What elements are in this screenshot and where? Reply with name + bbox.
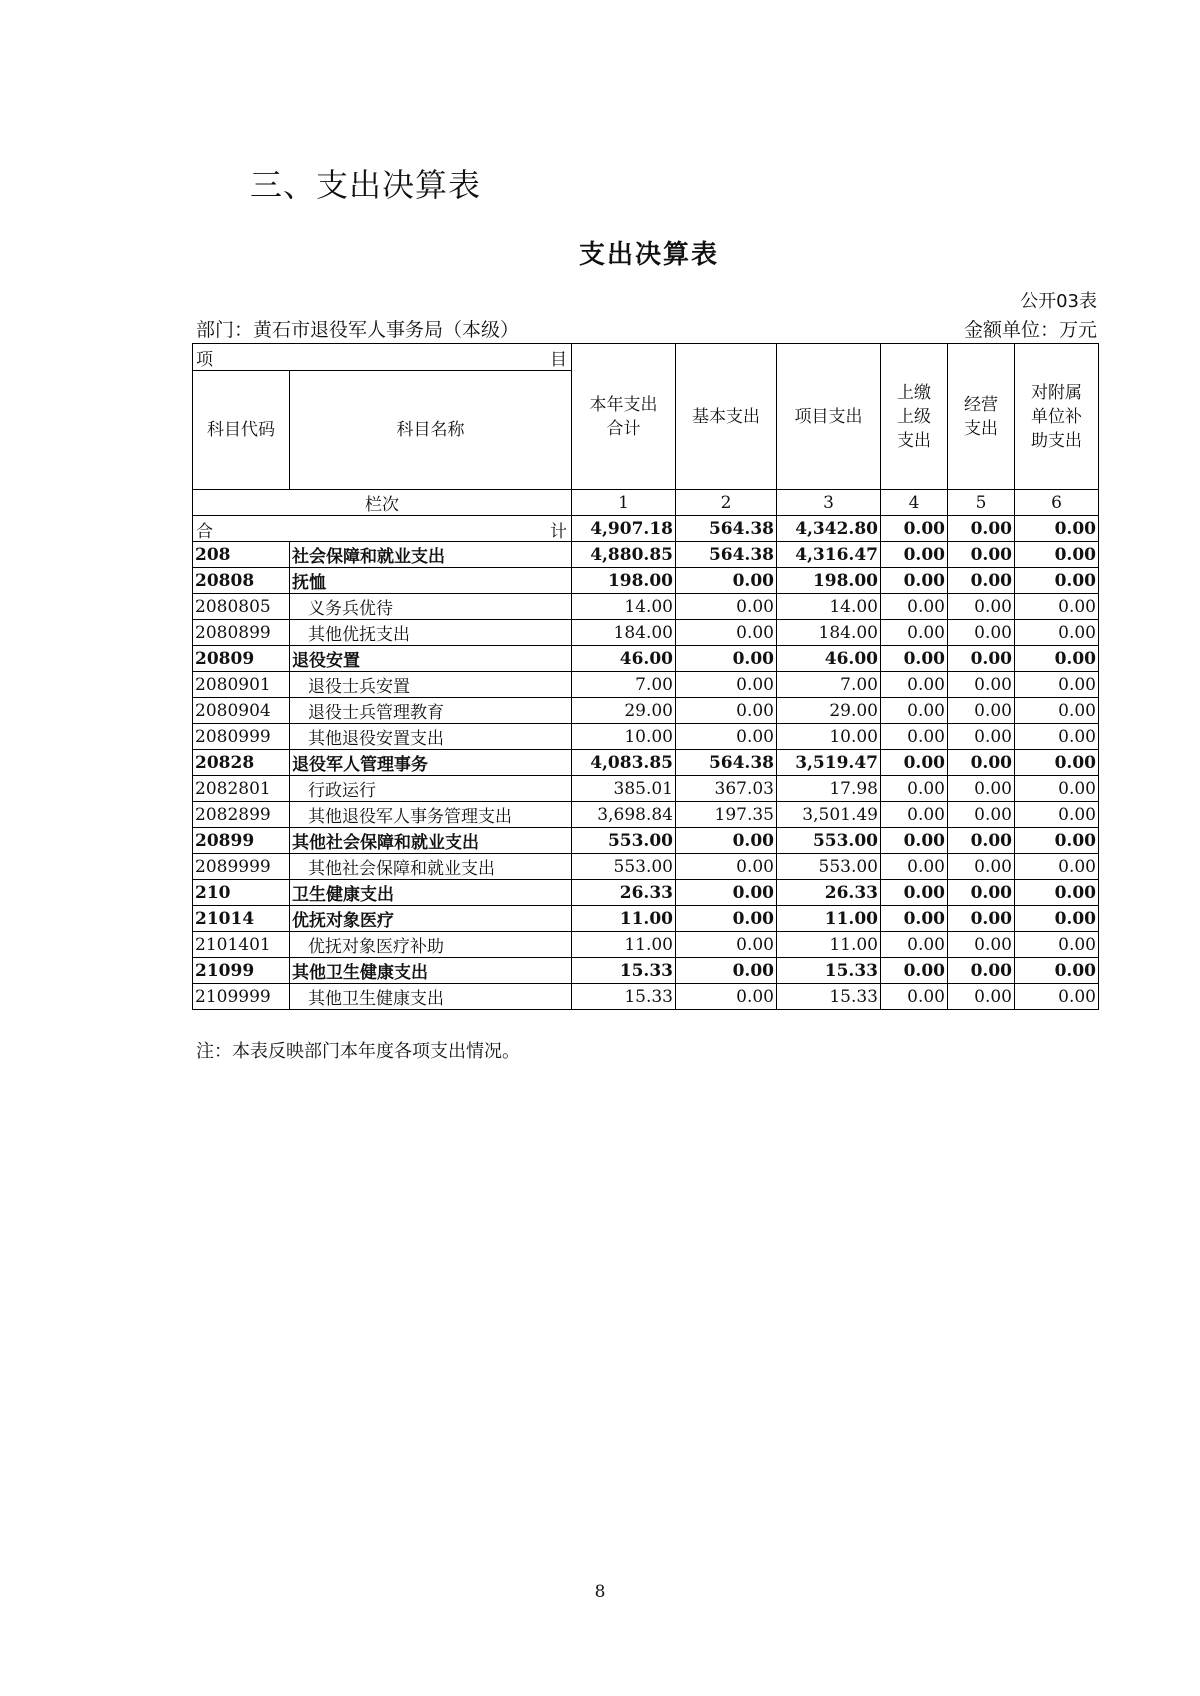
amount-cell: 198.00 [777,568,881,594]
subject-name: 其他退役军人事务管理支出 [290,802,572,828]
subject-code: 2101401 [193,932,290,958]
table-row [193,906,1099,932]
subject-name: 其他社会保障和就业支出 [290,854,572,880]
section-title: 三、支出决算表 [250,166,482,204]
subject-name: 优抚对象医疗 [290,906,572,932]
header-item-cell [193,344,572,371]
seq-2: 2 [676,490,777,516]
table-row [193,620,1099,646]
amount-cell: 0.00 [1015,854,1099,880]
amount-cell: 0.00 [881,828,948,854]
seq-6: 6 [1015,490,1099,516]
header-project: 项目支出 [777,344,881,490]
amount-cell: 0.00 [948,542,1015,568]
amount-cell: 11.00 [572,932,676,958]
amount-cell: 0.00 [676,594,777,620]
table-row [193,932,1099,958]
subject-name: 其他卫生健康支出 [290,958,572,984]
amount-cell: 11.00 [777,906,881,932]
amount-cell: 14.00 [777,594,881,620]
amount-cell: 0.00 [1015,672,1099,698]
amount-cell: 15.33 [572,958,676,984]
amount-cell: 3,501.49 [777,802,881,828]
subject-code: 2080901 [193,672,290,698]
subject-code: 2082899 [193,802,290,828]
table-note: 注：本表反映部门本年度各项支出情况。 [196,1041,520,1062]
amount-cell: 0.00 [1015,880,1099,906]
subject-name: 退役士兵安置 [290,672,572,698]
amount-cell: 0.00 [948,880,1015,906]
amount-cell: 0.00 [1015,594,1099,620]
table-row [193,958,1099,984]
amount-cell: 564.38 [676,750,777,776]
seq-4: 4 [881,490,948,516]
amount-cell: 3,519.47 [777,750,881,776]
amount-cell: 184.00 [777,620,881,646]
total-label-right: 计 [550,522,567,542]
amount-cell: 4,880.85 [572,542,676,568]
amount-cell: 0.00 [1015,984,1099,1010]
amount-cell: 0.00 [1015,958,1099,984]
subject-code: 20809 [193,646,290,672]
amount-cell: 11.00 [572,906,676,932]
table-row [193,672,1099,698]
amount-cell: 367.03 [676,776,777,802]
amount-cell: 0.00 [676,568,777,594]
amount-cell: 0.00 [676,984,777,1010]
amount-cell: 0.00 [948,776,1015,802]
amount-cell: 0.00 [881,932,948,958]
total-value: 4,907.18 [572,516,676,542]
total-value: 0.00 [881,516,948,542]
subject-code: 20808 [193,568,290,594]
header-col-seq: 栏次 [193,490,572,516]
subject-code: 2089999 [193,854,290,880]
header-superior: 上缴 上级 支出 [881,344,948,490]
amount-cell: 15.33 [777,984,881,1010]
table-row [193,724,1099,750]
subject-name: 退役军人管理事务 [290,750,572,776]
amount-cell: 0.00 [1015,568,1099,594]
subject-code: 21099 [193,958,290,984]
amount-cell: 0.00 [881,594,948,620]
subject-code: 2080904 [193,698,290,724]
table-row [193,984,1099,1010]
amount-cell: 26.33 [777,880,881,906]
amount-cell: 0.00 [948,802,1015,828]
amount-cell: 4,083.85 [572,750,676,776]
page-number: 8 [594,1582,606,1602]
subject-code: 208 [193,542,290,568]
amount-cell: 0.00 [1015,620,1099,646]
amount-cell: 46.00 [777,646,881,672]
amount-cell: 26.33 [572,880,676,906]
table-row [193,854,1099,880]
subject-name: 其他优抚支出 [290,620,572,646]
amount-cell: 4,316.47 [777,542,881,568]
subject-name: 其他卫生健康支出 [290,984,572,1010]
amount-cell: 0.00 [1015,724,1099,750]
amount-cell: 0.00 [1015,906,1099,932]
total-value: 564.38 [676,516,777,542]
amount-cell: 46.00 [572,646,676,672]
amount-cell: 17.98 [777,776,881,802]
unit-label: 金额单位：万元 [963,319,1097,341]
amount-cell: 0.00 [948,568,1015,594]
amount-cell: 0.00 [948,958,1015,984]
subject-name: 退役士兵管理教育 [290,698,572,724]
subject-code: 2080805 [193,594,290,620]
amount-cell: 0.00 [948,646,1015,672]
amount-cell: 0.00 [881,750,948,776]
amount-cell: 7.00 [777,672,881,698]
amount-cell: 3,698.84 [572,802,676,828]
amount-cell: 0.00 [948,984,1015,1010]
subject-code: 2082801 [193,776,290,802]
subject-name: 义务兵优待 [290,594,572,620]
amount-cell: 11.00 [777,932,881,958]
amount-cell: 0.00 [881,672,948,698]
department-label: 部门：黄石市退役军人事务局（本级） [196,319,520,341]
header-item-right: 目 [550,350,567,370]
amount-cell: 385.01 [572,776,676,802]
table-row [193,750,1099,776]
amount-cell: 7.00 [572,672,676,698]
amount-cell: 0.00 [948,724,1015,750]
amount-cell: 15.33 [777,958,881,984]
amount-cell: 0.00 [881,620,948,646]
amount-cell: 0.00 [676,854,777,880]
amount-cell: 0.00 [676,880,777,906]
header-item-row [193,344,1099,371]
amount-cell: 0.00 [948,906,1015,932]
subject-name: 退役安置 [290,646,572,672]
amount-cell: 10.00 [572,724,676,750]
amount-cell: 0.00 [881,776,948,802]
header-item-left: 项 [196,350,213,370]
amount-cell: 0.00 [1015,828,1099,854]
subject-code: 2080899 [193,620,290,646]
amount-cell: 0.00 [881,568,948,594]
amount-cell: 0.00 [1015,932,1099,958]
amount-cell: 0.00 [676,672,777,698]
amount-cell: 0.00 [676,958,777,984]
amount-cell: 0.00 [1015,698,1099,724]
subject-name: 抚恤 [290,568,572,594]
amount-cell: 0.00 [948,594,1015,620]
form-number: 公开03表 [1020,291,1097,312]
table-row [193,880,1099,906]
table-row [193,828,1099,854]
table-title-text: 支出决算表 [578,240,719,270]
amount-cell: 0.00 [881,646,948,672]
seq-1: 1 [572,490,676,516]
amount-cell: 197.35 [676,802,777,828]
amount-cell: 0.00 [676,620,777,646]
subject-code: 20828 [193,750,290,776]
amount-cell: 0.00 [948,672,1015,698]
amount-cell: 0.00 [1015,646,1099,672]
amount-cell: 0.00 [881,724,948,750]
header-business: 经营 支出 [948,344,1015,490]
amount-cell: 10.00 [777,724,881,750]
seq-3: 3 [777,490,881,516]
amount-cell: 198.00 [572,568,676,594]
table-title [0,234,1200,271]
table-row [193,802,1099,828]
header-code: 科目代码 [193,371,290,490]
amount-cell: 0.00 [676,932,777,958]
table-row [193,594,1099,620]
seq-5: 5 [948,490,1015,516]
amount-cell: 0.00 [881,542,948,568]
amount-cell: 553.00 [777,854,881,880]
amount-cell: 0.00 [676,698,777,724]
total-label-cell [193,516,572,542]
amount-cell: 553.00 [572,828,676,854]
table-row [193,776,1099,802]
amount-cell: 184.00 [572,620,676,646]
amount-cell: 29.00 [572,698,676,724]
subject-name: 行政运行 [290,776,572,802]
amount-cell: 0.00 [948,750,1015,776]
table-row [193,698,1099,724]
amount-cell: 0.00 [881,880,948,906]
amount-cell: 0.00 [881,984,948,1010]
amount-cell: 0.00 [881,958,948,984]
subject-name: 卫生健康支出 [290,880,572,906]
amount-cell: 0.00 [948,828,1015,854]
amount-cell: 0.00 [881,802,948,828]
amount-cell: 0.00 [676,724,777,750]
subject-name: 其他退役安置支出 [290,724,572,750]
header-name: 科目名称 [290,371,572,490]
amount-cell: 0.00 [676,906,777,932]
amount-cell: 0.00 [676,828,777,854]
amount-cell: 29.00 [777,698,881,724]
subject-code: 210 [193,880,290,906]
seq-row [193,490,1099,516]
subject-code: 21014 [193,906,290,932]
amount-cell: 553.00 [572,854,676,880]
amount-cell: 553.00 [777,828,881,854]
amount-cell: 0.00 [676,646,777,672]
amount-cell: 0.00 [948,620,1015,646]
table-row [193,568,1099,594]
table-row [193,646,1099,672]
header-basic: 基本支出 [676,344,777,490]
total-label-left: 合 [196,522,213,542]
table-row [193,542,1099,568]
header-subsidiary: 对附属 单位补 助支出 [1015,344,1099,490]
amount-cell: 564.38 [676,542,777,568]
header-total: 本年支出 合计 [572,344,676,490]
amount-cell: 14.00 [572,594,676,620]
subject-code: 20899 [193,828,290,854]
amount-cell: 0.00 [881,906,948,932]
amount-cell: 0.00 [948,698,1015,724]
subject-name: 其他社会保障和就业支出 [290,828,572,854]
subject-code: 2080999 [193,724,290,750]
amount-cell: 0.00 [948,932,1015,958]
total-row [193,516,1099,542]
amount-cell: 0.00 [948,854,1015,880]
amount-cell: 0.00 [881,698,948,724]
expenditure-table [192,343,1099,1010]
total-value: 4,342.80 [777,516,881,542]
subject-code: 2109999 [193,984,290,1010]
amount-cell: 15.33 [572,984,676,1010]
total-value: 0.00 [948,516,1015,542]
amount-cell: 0.00 [1015,750,1099,776]
amount-cell: 0.00 [881,854,948,880]
subject-name: 社会保障和就业支出 [290,542,572,568]
amount-cell: 0.00 [1015,776,1099,802]
subject-name: 优抚对象医疗补助 [290,932,572,958]
amount-cell: 0.00 [1015,802,1099,828]
total-value: 0.00 [1015,516,1099,542]
amount-cell: 0.00 [1015,542,1099,568]
